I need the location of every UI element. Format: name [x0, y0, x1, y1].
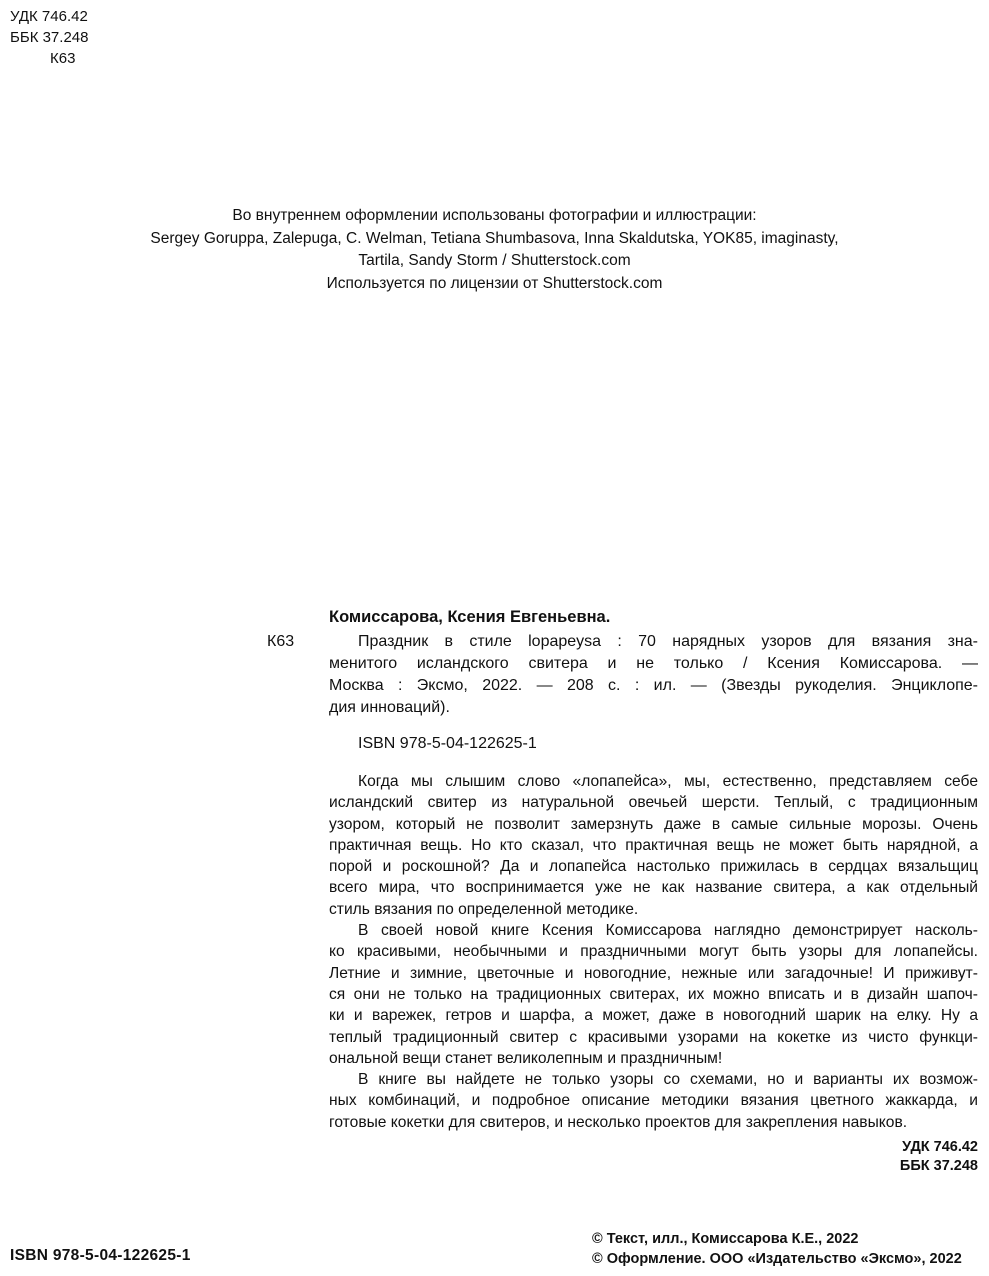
credits-line: Используется по лицензии от Shutterstock.com [326, 274, 663, 292]
annotation-line: В книге вы найдете не только узоры со схемами, но и варианты их возмож- [358, 1071, 978, 1089]
annotation-line: практичная вещь. Но кто сказал, что практичная вещь не может быть нарядной, а [329, 836, 978, 854]
description-line: Москва : Эксмо, 2022. — 208 с. : ил. — (Звезды рукоделия. Энциклопе- [329, 677, 978, 694]
description-line: дия инноваций). [329, 699, 450, 716]
side-author-mark: К63 [267, 633, 295, 650]
annotation-line: ных комбинаций, и подробное описание методики вязания цветного жаккарда, и [329, 1092, 978, 1110]
annotation-line: Когда мы слышим слово «лопапейса», мы, естественно, представляем себе [358, 773, 978, 790]
annotation-paragraph [329, 920, 978, 1069]
annotation-line: теплый традиционный свитер с красивыми узорами на кокетке из чисто функци- [329, 1028, 978, 1046]
copyright-line: © Текст, илл., Комиссарова К.Е., 2022 [592, 1231, 859, 1247]
classification-codes-right [329, 1138, 978, 1176]
annotation-line: исландский свитер из натуральной овечьей шерсти. Теплый, с традиционным [329, 794, 978, 812]
annotation-line: Летние и зимние, цветочные и новогодние, нежные или загадочные! И приживут- [329, 964, 978, 982]
bibliographic-entry [329, 606, 978, 1176]
annotation-line: В своей новой книге Ксения Комиссарова наглядно демонстрирует насколь- [358, 922, 978, 940]
entry-isbn: ISBN 978-5-04-122625-1 [358, 735, 537, 752]
annotation-line: ки и варежек, гетров и шарфа, а может, даже в новогодний шарик на елку. Ну а [329, 1007, 978, 1025]
annotation-paragraph [329, 771, 978, 920]
top-classification-codes [10, 6, 88, 69]
description [329, 631, 978, 719]
credits-line: Tartila, Sandy Storm / Shutterstock.com [358, 252, 631, 269]
bbk-code: ББК 37.248 [899, 1158, 978, 1175]
credits-line: Во внутреннем оформлении использованы фотографии и иллюстрации: [232, 207, 757, 224]
annotation-line: готовые кокетки для свитеров, и несколько проектов для закрепления навыков. [329, 1113, 908, 1131]
annotation-line: ся они не только на традиционных свитерах, их можно вписать и в дизайн шапоч- [329, 985, 978, 1003]
copyright-block [592, 1229, 962, 1269]
annotation-line: порой и роскошной? Да и лопапейса настолько прижилась в сердцах вязальщиц [329, 858, 978, 876]
annotation-line: узором, который не позволит замерзнуть даже в самые сильные морозы. Очень [329, 815, 978, 833]
description-line: менитого исландского свитера и не только / Ксения Комиссарова. — [329, 655, 978, 672]
description-line: Праздник в стиле lopapeysa : 70 нарядных узоров для вязания зна- [358, 633, 978, 650]
annotation-line: стиль вязания по определенной методике. [329, 900, 639, 918]
udk-code: УДК 746.42 [10, 8, 88, 25]
annotation [329, 771, 978, 1133]
annotation-line: всего мира, что воспринимается уже не как название свитера, а как отдельный [329, 879, 978, 897]
credits-line: Sergey Goruppa, Zalepuga, C. Welman, Tetiana Shumbasova, Inna Skaldutska, YOK85, imaginasty, [150, 229, 839, 247]
copyright-line: © Оформление. ООО «Издательство «Эксмо», 2022 [592, 1251, 962, 1267]
annotation-line: ко красивыми, необычными и праздничными могут быть узоры для лопапейсы. [329, 943, 978, 961]
bbk-code: ББК 37.248 [10, 29, 89, 46]
author-heading: Комиссарова, Ксения Евгеньевна. [329, 608, 611, 626]
image-credits [0, 205, 989, 295]
annotation-paragraph [329, 1069, 978, 1133]
isbn-footer: ISBN 978-5-04-122625-1 [10, 1247, 191, 1264]
author-mark: К63 [50, 50, 76, 67]
udk-code: УДК 746.42 [902, 1139, 978, 1156]
annotation-line: ональной вещи станет великолепным и праздничным! [329, 1049, 723, 1067]
